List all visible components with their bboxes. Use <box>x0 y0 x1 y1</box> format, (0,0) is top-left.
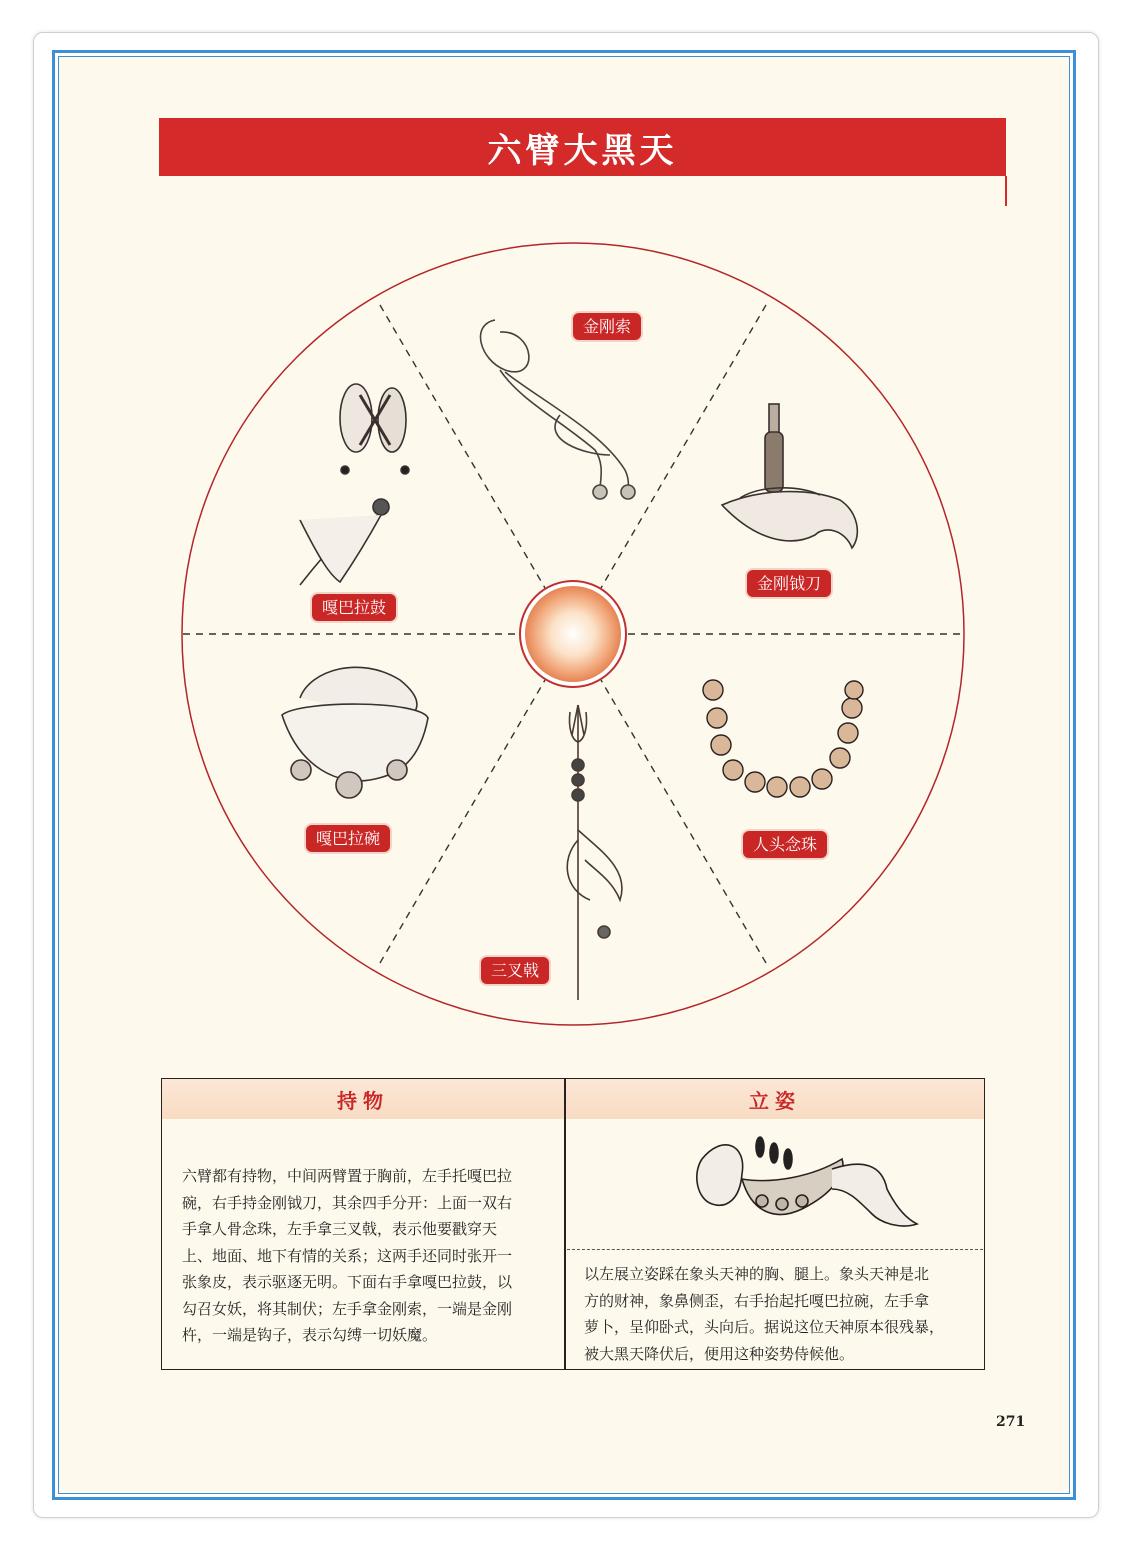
table-column-divider <box>564 1079 566 1369</box>
info-table <box>161 1078 985 1370</box>
page-number: 271 <box>996 1414 1026 1430</box>
attributes-line: 杵，一端是钩子，表示勾缚一切妖魔。 <box>182 1326 438 1344</box>
attributes-line: 张象皮，表示驱逐无明。下面右手拿嘎巴拉鼓，以 <box>182 1273 513 1291</box>
heading-attributes: 持物 <box>162 1079 564 1119</box>
posture-text <box>584 1261 976 1367</box>
wheel-label-skull-rosary: 人头念珠 <box>743 831 827 858</box>
attributes-line: 碗，右手持金刚钺刀，其余四手分开：上面一双右 <box>182 1193 513 1212</box>
page-title: 六臂大黑天 <box>487 130 678 171</box>
attributes-line: 手拿人骨念珠，左手拿三叉戟，表示他要戳穿天 <box>182 1220 498 1238</box>
wheel-label-vajra-chopper: 金刚钺刀 <box>747 570 831 597</box>
posture-line: 萝卜，呈仰卧式，头向后。据说这位天神原本很残暴， <box>584 1318 945 1336</box>
attributes-line: 六臂都有持物，中间两臂置于胸前，左手托嘎巴拉 <box>182 1167 513 1185</box>
posture-line: 被大黑天降伏后，便用这种姿势侍候他。 <box>584 1344 855 1363</box>
wheel-label-trident: 三叉戟 <box>481 957 549 984</box>
attributes-line: 勾召女妖，将其制伏；左手拿金刚索，一端是金刚 <box>182 1299 513 1318</box>
wheel-label-vajra-lasso: 金刚索 <box>573 313 641 340</box>
elephant-deity-posture-icon <box>682 1129 932 1249</box>
posture-line: 以左展立姿踩在象头天神的胸、腿上。象头天神是北 <box>584 1265 930 1283</box>
posture-line: 方的财神，象鼻侧歪，右手抬起托嘎巴拉碗，左手拿 <box>584 1291 930 1310</box>
attributes-line: 上、地面、地下有情的关系；这两手还同时张开一 <box>182 1246 513 1265</box>
wheel-label-damaru-drum: 嘎巴拉鼓 <box>312 594 396 621</box>
posture-separator <box>567 1249 983 1250</box>
wheel-label-kapala-bowl: 嘎巴拉碗 <box>306 825 390 852</box>
sun-orb-icon <box>520 581 626 687</box>
heading-posture: 立姿 <box>566 1079 984 1119</box>
attributes-text <box>182 1163 554 1349</box>
